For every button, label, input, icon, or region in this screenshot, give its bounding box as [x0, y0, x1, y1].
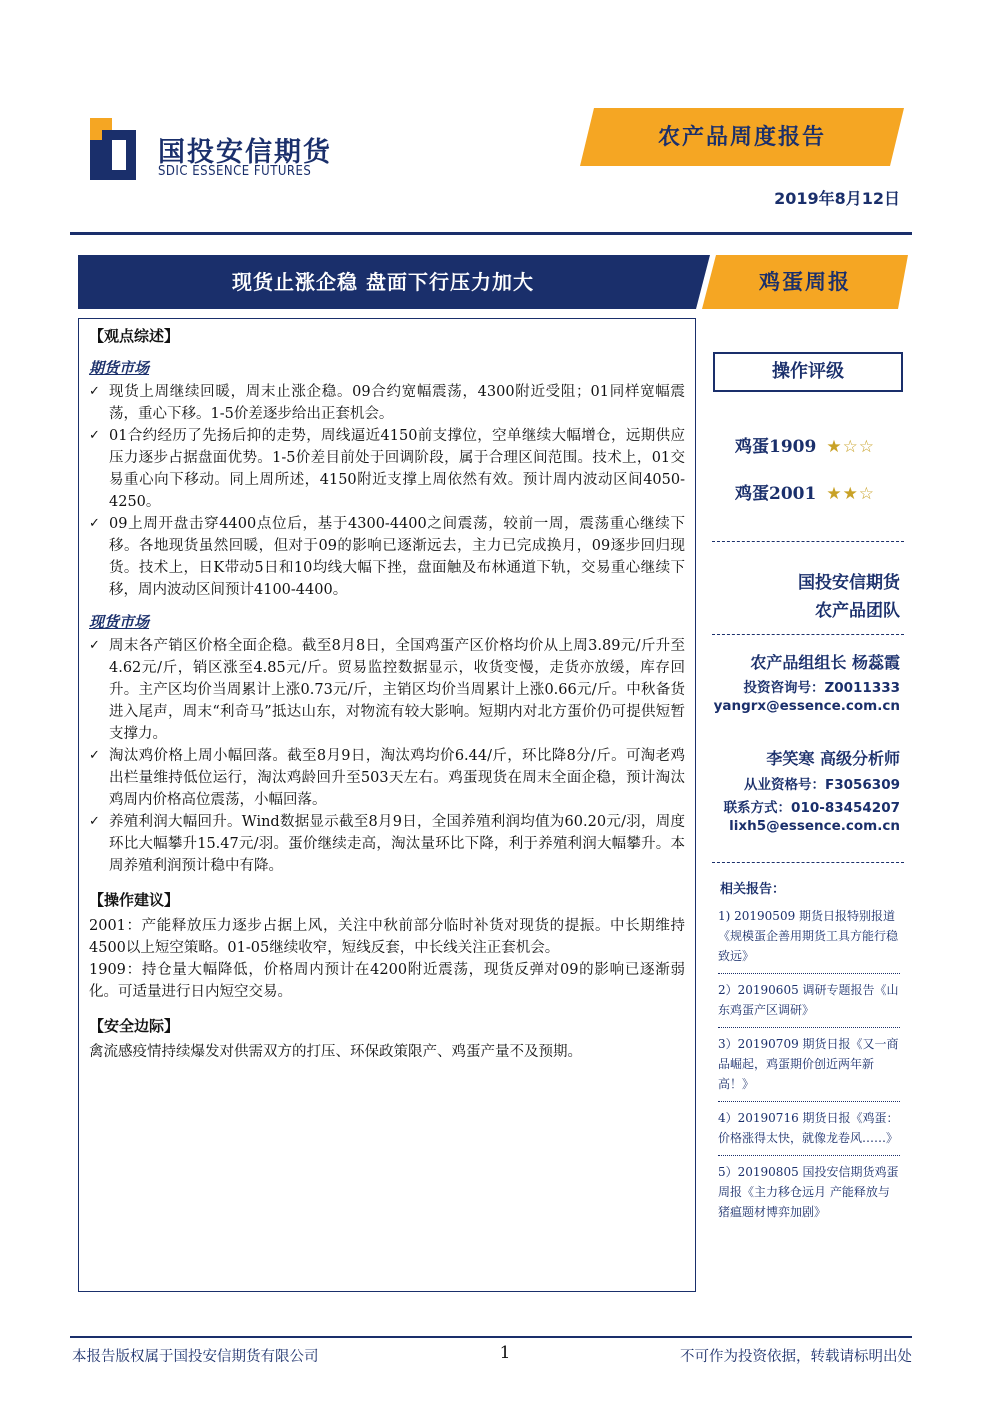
futures-bullet: ✓ 09上周开盘击穿4400点位后，基于4300-4400之间震荡，较前一周，震荡重心继续下移。各地现货虽然回暖，但对于09的影响已逐渐远去，主力已完成换月，09逐步回归现货。技术上，日K带动5日和10均线大幅下挫，盘面触及布林通道下轨，交易重心继续下移，周内波动区间预计4100-4400。 [89, 513, 685, 601]
analyst1-license: 投资咨询号：Z0011333 [743, 680, 900, 696]
rating-contract: 鸡蛋2001 [735, 484, 817, 504]
company-name: 国投安信期货 [798, 573, 900, 593]
title-bar [78, 255, 710, 309]
analyst1-email[interactable]: yangrx@essence.com.cn [713, 698, 900, 714]
category-banner [702, 255, 908, 309]
team-name: 农产品团队 [815, 601, 900, 621]
analyst2-phone: 联系方式：010-83454207 [723, 800, 900, 816]
analyst2-license: 从业资格号：F3056309 [744, 777, 900, 793]
spot-bullet: ✓ 淘汰鸡价格上周小幅回落。截至8月9日，淘汰鸡均价6.44/斤，环比降8分/斤。可淘老鸡出栏量维持低位运行，淘汰鸡龄回升至503天左右。鸡蛋现货在周末全面企稳，预计淘汰鸡周内价格高位震荡，小幅回落。 [89, 745, 685, 811]
safety-heading: 【安全边际】 [89, 1017, 180, 1035]
company-logo-icon [90, 118, 136, 180]
star-rating-icon: ★★☆ [826, 484, 876, 504]
logo-name-cn: 国投安信期货 [158, 137, 332, 168]
spot-heading: 现货市场 [89, 613, 150, 631]
footer-copyright: 本报告版权属于国投安信期货有限公司 [72, 1349, 319, 1365]
spot-bullet: ✓ 周末各产销区价格全面企稳。截至8月8日，全国鸡蛋产区价格均价从上周3.89元/斤升至4.62元/斤，销区涨至4.85元/斤。贸易监控数据显示，收货变慢，走货亦放缓，库存回升。主产区均价当周累计上涨0.73元/斤，主销区均价当周累计上涨0.66元/斤。中秋备货进入尾声，周末“利奇马”抵达山东，对物流有较大影响。短期内对北方蛋价仍可提供短暂支撑力。 [89, 635, 685, 745]
footer-divider [70, 1336, 912, 1338]
rating-row [735, 479, 905, 504]
advice-1909: 1909：持仓量大幅降低，价格周内预计在4200附近震荡，现货反弹对09的影响已逐渐弱化。可适量进行日内短空交易。 [89, 962, 685, 1000]
futures-heading: 期货市场 [89, 359, 150, 377]
check-icon: ✓ [89, 748, 100, 763]
report-type-banner [580, 108, 904, 166]
related-report-item[interactable]: 4）20190716 期货日报《鸡蛋：价格涨得太快，就像龙卷风……》 [718, 1101, 900, 1148]
dashed-divider [712, 862, 904, 863]
logo-name-en: SDIC ESSENCE FUTURES [158, 164, 312, 179]
advice-heading: 【操作建议】 [89, 891, 180, 909]
dashed-divider [712, 634, 904, 635]
check-icon: ✓ [89, 428, 100, 443]
header-divider [70, 232, 912, 235]
futures-bullet: ✓ 现货上周继续回暖，周末止涨企稳。09合约宽幅震荡，4300附近受阻；01同样宽幅震荡，重心下移。1-5价差逐步给出正套机会。 [89, 381, 685, 425]
related-reports-heading: 相关报告： [720, 882, 786, 897]
report-date: 2019年8月12日 [774, 189, 900, 208]
check-icon: ✓ [89, 814, 100, 829]
dashed-divider [712, 541, 904, 542]
footer-disclaimer: 不可作为投资依据，转载请标明出处 [680, 1349, 912, 1365]
advice-2001: 2001：产能释放压力逐步占据上风，关注中秋前部分临时补货对现货的提振。中长期维持4500以上短空策略。01-05继续收窄，短线反套，中长线关注正套机会。 [89, 918, 685, 956]
main-content-box [78, 318, 696, 1292]
futures-bullet: ✓ 01合约经历了先扬后抑的走势，周线逼近4150前支撑位，空单继续大幅增仓，远期供应压力逐步占据盘面优势。1-5价差目前处于回调阶段，属于合理区间范围。技术上，01交易重心向下移动。同上周所述，4150附近支撑上周依然有效。预计周内波动区间4050-4250。 [89, 425, 685, 513]
analyst1-title: 农产品组组长 杨蕊霞 [750, 653, 900, 672]
rating-title: 操作评级 [713, 352, 903, 392]
related-report-item[interactable]: 1) 20190509 期货日报特别报道《规模蛋企善用期货工具方能行稳致远》 [718, 909, 899, 963]
related-report-item[interactable]: 3）20190709 期货日报《又一商品崛起，鸡蛋期价创近两年新高！》 [718, 1027, 900, 1094]
check-icon: ✓ [89, 638, 100, 653]
check-icon: ✓ [89, 384, 100, 399]
category-label: 鸡蛋周报 [759, 269, 851, 294]
page-number: 1 [499, 1343, 511, 1363]
related-report-item[interactable]: 5）20190805 国投安信期货鸡蛋周报《主力移仓远月 产能释放与猪瘟题材博弈加剧》 [718, 1155, 900, 1222]
rating-contract: 鸡蛋1909 [735, 437, 817, 457]
rating-row [735, 432, 905, 457]
related-reports-list [718, 906, 900, 1229]
report-title: 现货止涨企稳 盘面下行压力加大 [232, 270, 534, 294]
overview-heading: 【观点综述】 [89, 327, 180, 345]
check-icon: ✓ [89, 516, 100, 531]
spot-bullet: ✓ 养殖利润大幅回升。Wind数据显示截至8月9日，全国养殖利润均值为60.20元/羽，周度环比大幅攀升15.47元/羽。蛋价继续走高，淘汰量环比下降，利于养殖利润大幅攀升。本周养殖利润预计稳中有降。 [89, 811, 685, 877]
safety-text: 禽流感疫情持续爆发对供需双方的打压、环保政策限产、鸡蛋产量不及预期。 [89, 1044, 582, 1060]
star-rating-icon: ★☆☆ [826, 437, 876, 457]
analyst2-title: 李笑寒 高级分析师 [766, 749, 900, 768]
analyst2-email[interactable]: lixh5@essence.com.cn [729, 818, 900, 834]
report-type-label: 农产品周度报告 [657, 124, 826, 150]
related-report-item[interactable]: 2）20190605 调研专题报告《山东鸡蛋产区调研》 [718, 973, 900, 1020]
